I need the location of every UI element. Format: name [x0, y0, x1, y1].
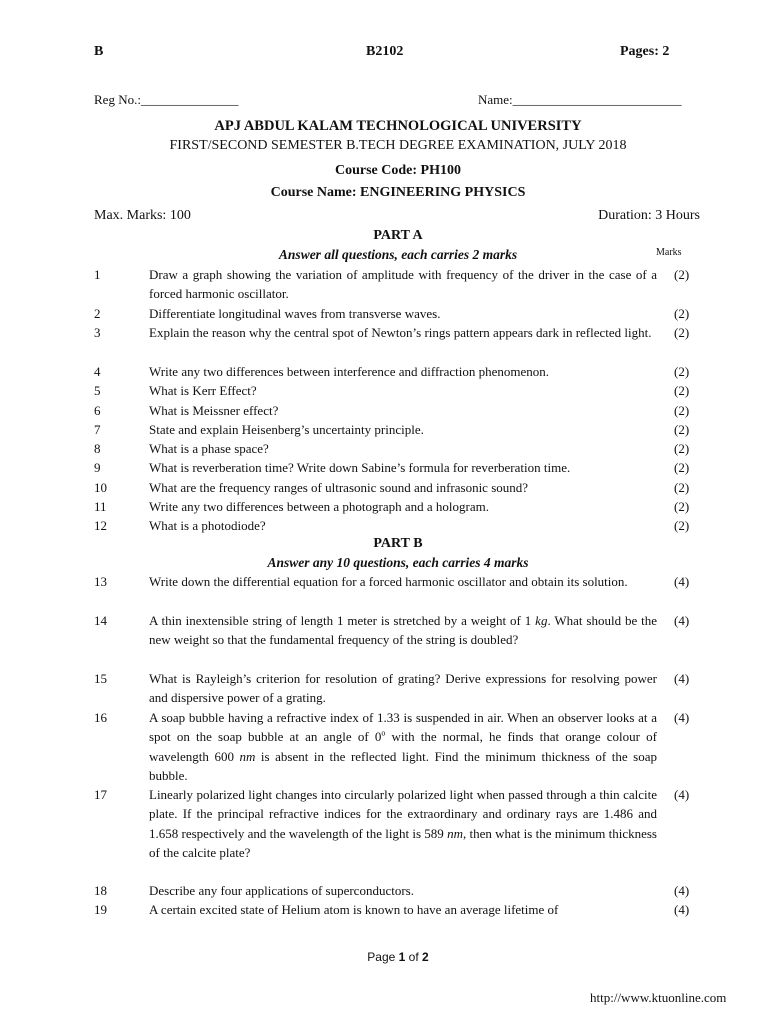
question-number: 18 [94, 883, 107, 898]
question-marks: (2) [674, 518, 690, 533]
question-text: What is a phase space? [149, 441, 269, 456]
part-b-instruction: Answer any 10 questions, each carries 4 marks [267, 555, 529, 570]
question-marks: (4) [674, 574, 690, 589]
question-number: 14 [94, 613, 107, 628]
question-marks: (2) [674, 383, 690, 398]
page-count: Pages: 2 [620, 44, 670, 59]
university-title: APJ ABDUL KALAM TECHNOLOGICAL UNIVERSITY [214, 118, 582, 134]
paper-series: B [94, 44, 104, 59]
question-text: What is Rayleigh’s criterion for resolution of grating? Derive expressions for resolving power and dispersive power of a grating. [149, 671, 657, 706]
question-text: A certain excited state of Helium atom is known to have an average lifetime of [149, 902, 559, 917]
question-number: 13 [94, 574, 107, 589]
question-number: 2 [94, 306, 101, 321]
question-text: What is Meissner effect? [149, 403, 279, 418]
question-number: 16 [94, 710, 107, 725]
paper-code: B2102 [366, 44, 404, 59]
question-text: Differentiate longitudinal waves from transverse waves. [149, 306, 441, 321]
question-marks: (2) [674, 267, 690, 282]
question-marks: (2) [674, 422, 690, 437]
exam-title: FIRST/SECOND SEMESTER B.TECH DEGREE EXAMINATION, JULY 2018 [169, 138, 627, 153]
question-text: Describe any four applications of superconductors. [149, 883, 414, 898]
question-marks: (4) [674, 902, 690, 917]
question-text: What is a photodiode? [149, 518, 266, 533]
question-text: Write any two differences between a photograph and a hologram. [149, 499, 489, 514]
question-marks: (2) [674, 364, 690, 379]
question-text: What is reverberation time? Write down Sabine’s formula for reverberation time. [149, 460, 571, 475]
question-marks: (2) [674, 441, 690, 456]
part-b-title: PART B [373, 536, 423, 551]
question-number: 17 [94, 787, 107, 802]
max-marks: Max. Marks: 100 [94, 208, 191, 223]
question-number: 5 [94, 383, 101, 398]
question-number: 1 [94, 267, 101, 282]
duration: Duration: 3 Hours [598, 208, 700, 223]
question-text: Write any two differences between interference and diffraction phenomenon. [149, 364, 550, 379]
question-marks: (2) [674, 480, 690, 495]
question-number: 6 [94, 403, 101, 418]
question-marks: (2) [674, 499, 690, 514]
question-text: Write down the differential equation for a forced harmonic oscillator and obtain its solution. [149, 574, 628, 589]
question-text: State and explain Heisenberg’s uncertainty principle. [149, 422, 424, 437]
question-text: Explain the reason why the central spot of Newton’s rings pattern appears dark in reflected light. [149, 325, 652, 340]
question-marks: (2) [674, 403, 690, 418]
question-text: Linearly polarized light changes into circularly polarized light when passed through a thin calcite plate. If the principal refractive indices for the extraordinary and ordinary rays are 1.486 and 1.658 respectively and the wavelength of the light is 589 nm, then what is the minimum thickness of the calcite plate? [149, 787, 657, 860]
question-marks: (2) [674, 306, 690, 321]
question-text: A thin inextensible string of length 1 meter is stretched by a weight of 1 kg. What should be the new weight so that the fundamental frequency of the string is doubled? [149, 613, 658, 648]
question-number: 7 [94, 422, 101, 437]
question-text: A soap bubble having a refractive index of 1.33 is suspended in air. When an observer looks at a spot on the soap bubble at an angle of 0$^o$ with the normal, he finds that orange colour of wavelength 600 nm is absent in the reflected light. Find the minimum thickness of the soap bubble. [149, 710, 657, 783]
question-number: 8 [94, 441, 101, 456]
question-number: 9 [94, 460, 101, 475]
page-footer: Page 1 of 2 [367, 950, 429, 964]
question-number: 19 [94, 902, 107, 917]
source-url: http://www.ktuonline.com [590, 990, 727, 1005]
part-a-title: PART A [373, 228, 423, 243]
question-number: 11 [94, 499, 107, 514]
question-number: 4 [94, 364, 101, 379]
question-marks: (4) [674, 671, 690, 686]
question-marks: (2) [674, 325, 690, 340]
course-name: Course Name: ENGINEERING PHYSICS [270, 185, 526, 200]
question-number: 3 [94, 325, 101, 340]
reg-no-field: Reg No.:_______________ [94, 92, 239, 107]
question-text: What are the frequency ranges of ultrasonic sound and infrasonic sound? [149, 480, 529, 495]
part-a-instruction: Answer all questions, each carries 2 marks [278, 247, 518, 262]
question-marks: (4) [674, 613, 690, 628]
question-text: Draw a graph showing the variation of amplitude with frequency of the driver in the case of a forced harmonic oscillator. [149, 267, 657, 302]
course-code: Course Code: PH100 [335, 163, 461, 178]
question-number: 15 [94, 671, 107, 686]
question-marks: (4) [674, 710, 690, 725]
question-number: 10 [94, 480, 107, 495]
question-marks: (4) [674, 787, 690, 802]
question-number: 12 [94, 518, 107, 533]
question-marks: (4) [674, 883, 690, 898]
question-text: What is Kerr Effect? [149, 383, 257, 398]
marks-header: Marks [656, 247, 682, 258]
question-marks: (2) [674, 460, 690, 475]
name-field: Name:__________________________ [478, 92, 682, 107]
